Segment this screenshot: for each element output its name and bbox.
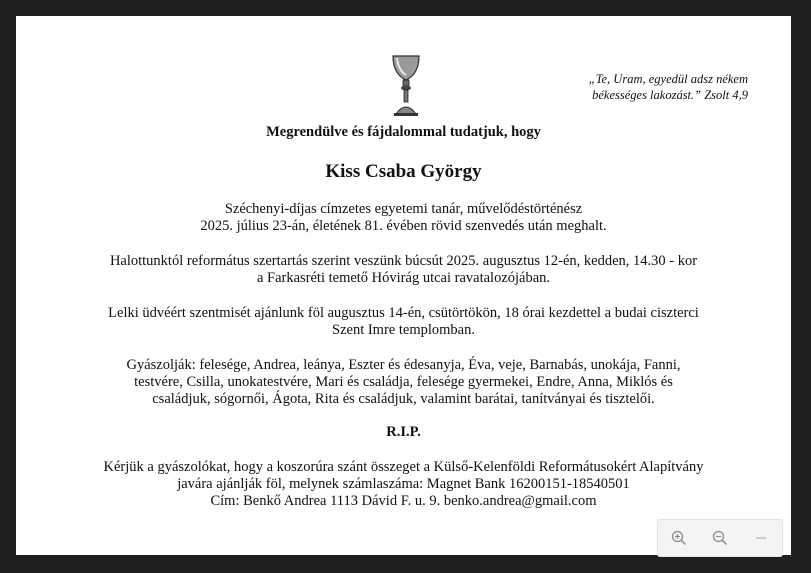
mourners-line: testvére, Csilla, unokatestvére, Mari és családja, felesége gyermekei, Endre, Anna, Miklós és — [134, 374, 673, 390]
quote-line: „Te, Uram, egyedül adsz nékem — [588, 72, 748, 86]
funeral-line: Halottunktól református szertartás szerint veszünk búcsút 2025. augusztus 12-én, kedden, 14.30 - kor — [109, 253, 698, 269]
mass-line: Lelki üdvéért szentmisét ajánlunk föl augusztus 14-én, csütörtökön, 18 órai kezdettel a budai ciszterci — [108, 305, 699, 321]
rip-text: R.I.P. — [386, 424, 421, 440]
deceased-name: Kiss Csaba György — [325, 161, 482, 182]
mourners-paragraph — [16, 357, 791, 408]
minimize-icon — [753, 530, 769, 546]
mourners-line: Gyászolják: felesége, Andrea, leánya, Eszter és édesanyja, Éva, veje, Barnabás, unokája, Fanni, — [126, 357, 681, 373]
bible-quote — [528, 71, 748, 103]
funeral-paragraph — [16, 253, 791, 287]
notice-body — [16, 124, 791, 510]
zoom-out-button[interactable] — [706, 524, 734, 552]
donation-line: javára ajánlják föl, melynek számlaszáma: Magnet Bank 16200151-18540501 — [177, 476, 630, 492]
zoom-in-icon — [671, 530, 687, 546]
address-line: Cím: Benkő Andrea 1113 Dávid F. u. 9. benko.andrea@gmail.com — [210, 493, 597, 509]
donation-paragraph — [16, 459, 791, 510]
chalice-icon — [390, 54, 422, 118]
obituary-document — [16, 16, 791, 555]
death-line: 2025. július 23-án, életének 81. évében rövid szenvedés után meghalt. — [200, 218, 607, 234]
zoom-toolbar — [657, 519, 783, 557]
mass-line: Szent Imre templomban. — [332, 322, 475, 338]
donation-line: Kérjük a gyászolókat, hogy a koszorúra szánt összeget a Külső-Kelenföldi Reformátusokért Alapítvány — [103, 459, 704, 475]
mass-paragraph — [16, 305, 791, 339]
zoom-out-icon — [712, 530, 728, 546]
title-paragraph — [16, 201, 791, 235]
zoom-in-button[interactable] — [665, 524, 693, 552]
intro-text: Megrendülve és fájdalommal tudatjuk, hogy — [266, 124, 541, 140]
funeral-line: a Farkasréti temető Hóvirág utcai ravatalozójában. — [256, 270, 551, 286]
mourners-line: családjuk, sógornői, Ágota, Rita és családjuk, valamint barátai, tanítványai és tisztelői. — [152, 391, 655, 407]
title-line: Széchenyi-díjas címzetes egyetemi tanár, művelődéstörténész — [224, 201, 583, 217]
minimize-button[interactable] — [747, 524, 775, 552]
quote-line: békességes lakozást.” Zsolt 4,9 — [592, 88, 748, 102]
